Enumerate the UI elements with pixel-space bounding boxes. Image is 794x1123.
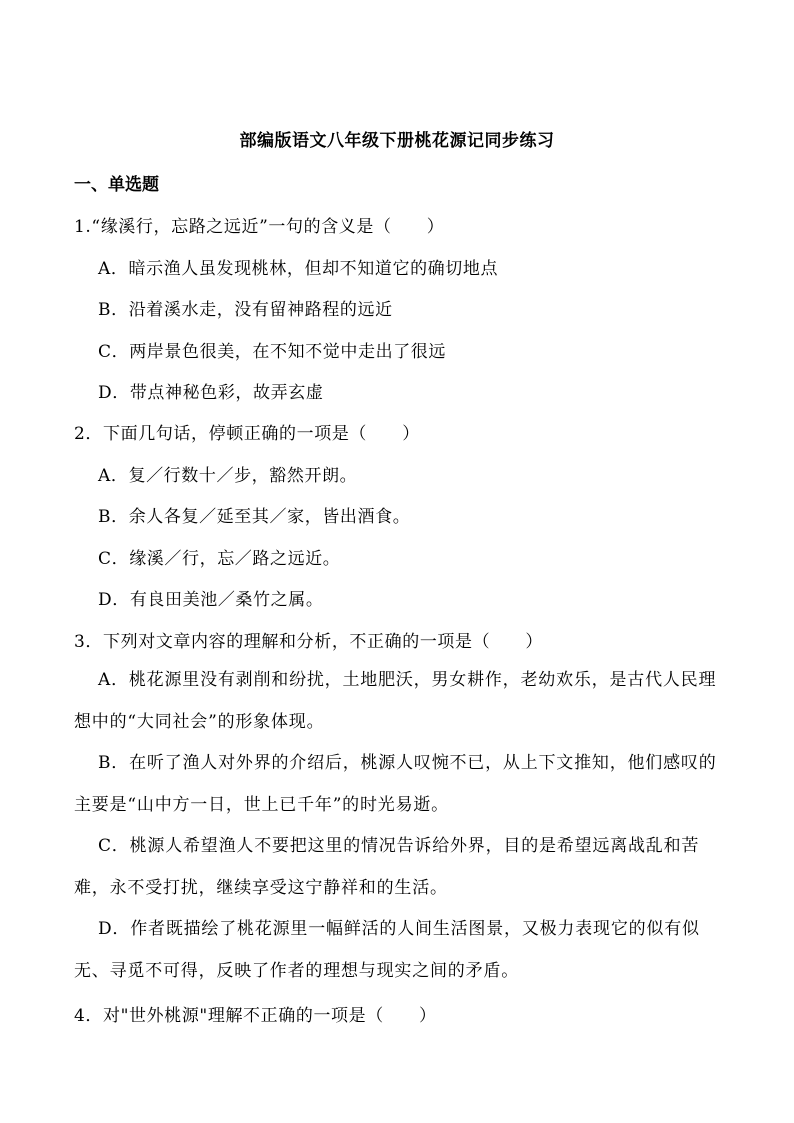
question-1-option-d: D．带点神秘色彩，故弄玄虚 xyxy=(98,383,324,403)
question-3-option-d: D．作者既描绘了桃花源里一幅鲜活的人间生活图景，又极力表现它的似有似无、寻觅不可得，反映了作者的理想与现实之间的矛盾。 xyxy=(74,919,700,981)
question-4-stem: 4．对"世外桃源"理解不正确的一项是（ ） xyxy=(74,1006,437,1026)
question-1-option-c: C．两岸景色很美，在不知不觉中走出了很远 xyxy=(98,342,447,362)
question-2-option-c: C．缘溪／行，忘／路之远近。 xyxy=(98,549,341,569)
question-3-option-a: A．桃花源里没有剥削和纷扰，土地肥沃，男女耕作，老幼欢乐，是古代人民理想中的“大同社会”的形象体现。 xyxy=(74,670,717,732)
question-2-stem: 2．下面几句话，停顿正确的一项是（ ） xyxy=(74,424,420,444)
question-3-option-c: C．桃源人希望渔人不要把这里的情况告诉给外界，目的是希望远离战乱和苦难，永不受打扰，继续享受这宁静祥和的生活。 xyxy=(74,836,700,898)
question-3-stem: 3．下列对文章内容的理解和分析，不正确的一项是（ ） xyxy=(74,632,544,652)
question-2-option-d: D．有良田美池／桑竹之属。 xyxy=(98,590,324,610)
question-2-option-a: A．复／行数十／步，豁然开朗。 xyxy=(98,466,358,486)
question-3-option-b: B．在听了渔人对外界的介绍后，桃源人叹惋不已，从上下文推知，他们感叹的主要是“山中方一日，世上已千年”的时光易逝。 xyxy=(74,753,717,815)
question-1-option-b: B．沿着溪水走，没有留神路程的远近 xyxy=(98,300,393,320)
question-1-option-a: A．暗示渔人虽发现桃林，但却不知道它的确切地点 xyxy=(98,259,499,279)
question-1-stem: 1.“缘溪行，忘路之远近”一句的含义是（ ） xyxy=(74,217,445,237)
page-title: 部编版语文八年级下册桃花源记同步练习 xyxy=(239,131,555,151)
question-2-option-b: B．余人各复／延至其／家，皆出酒食。 xyxy=(98,507,411,527)
section-heading: 一、单选题 xyxy=(74,175,159,195)
